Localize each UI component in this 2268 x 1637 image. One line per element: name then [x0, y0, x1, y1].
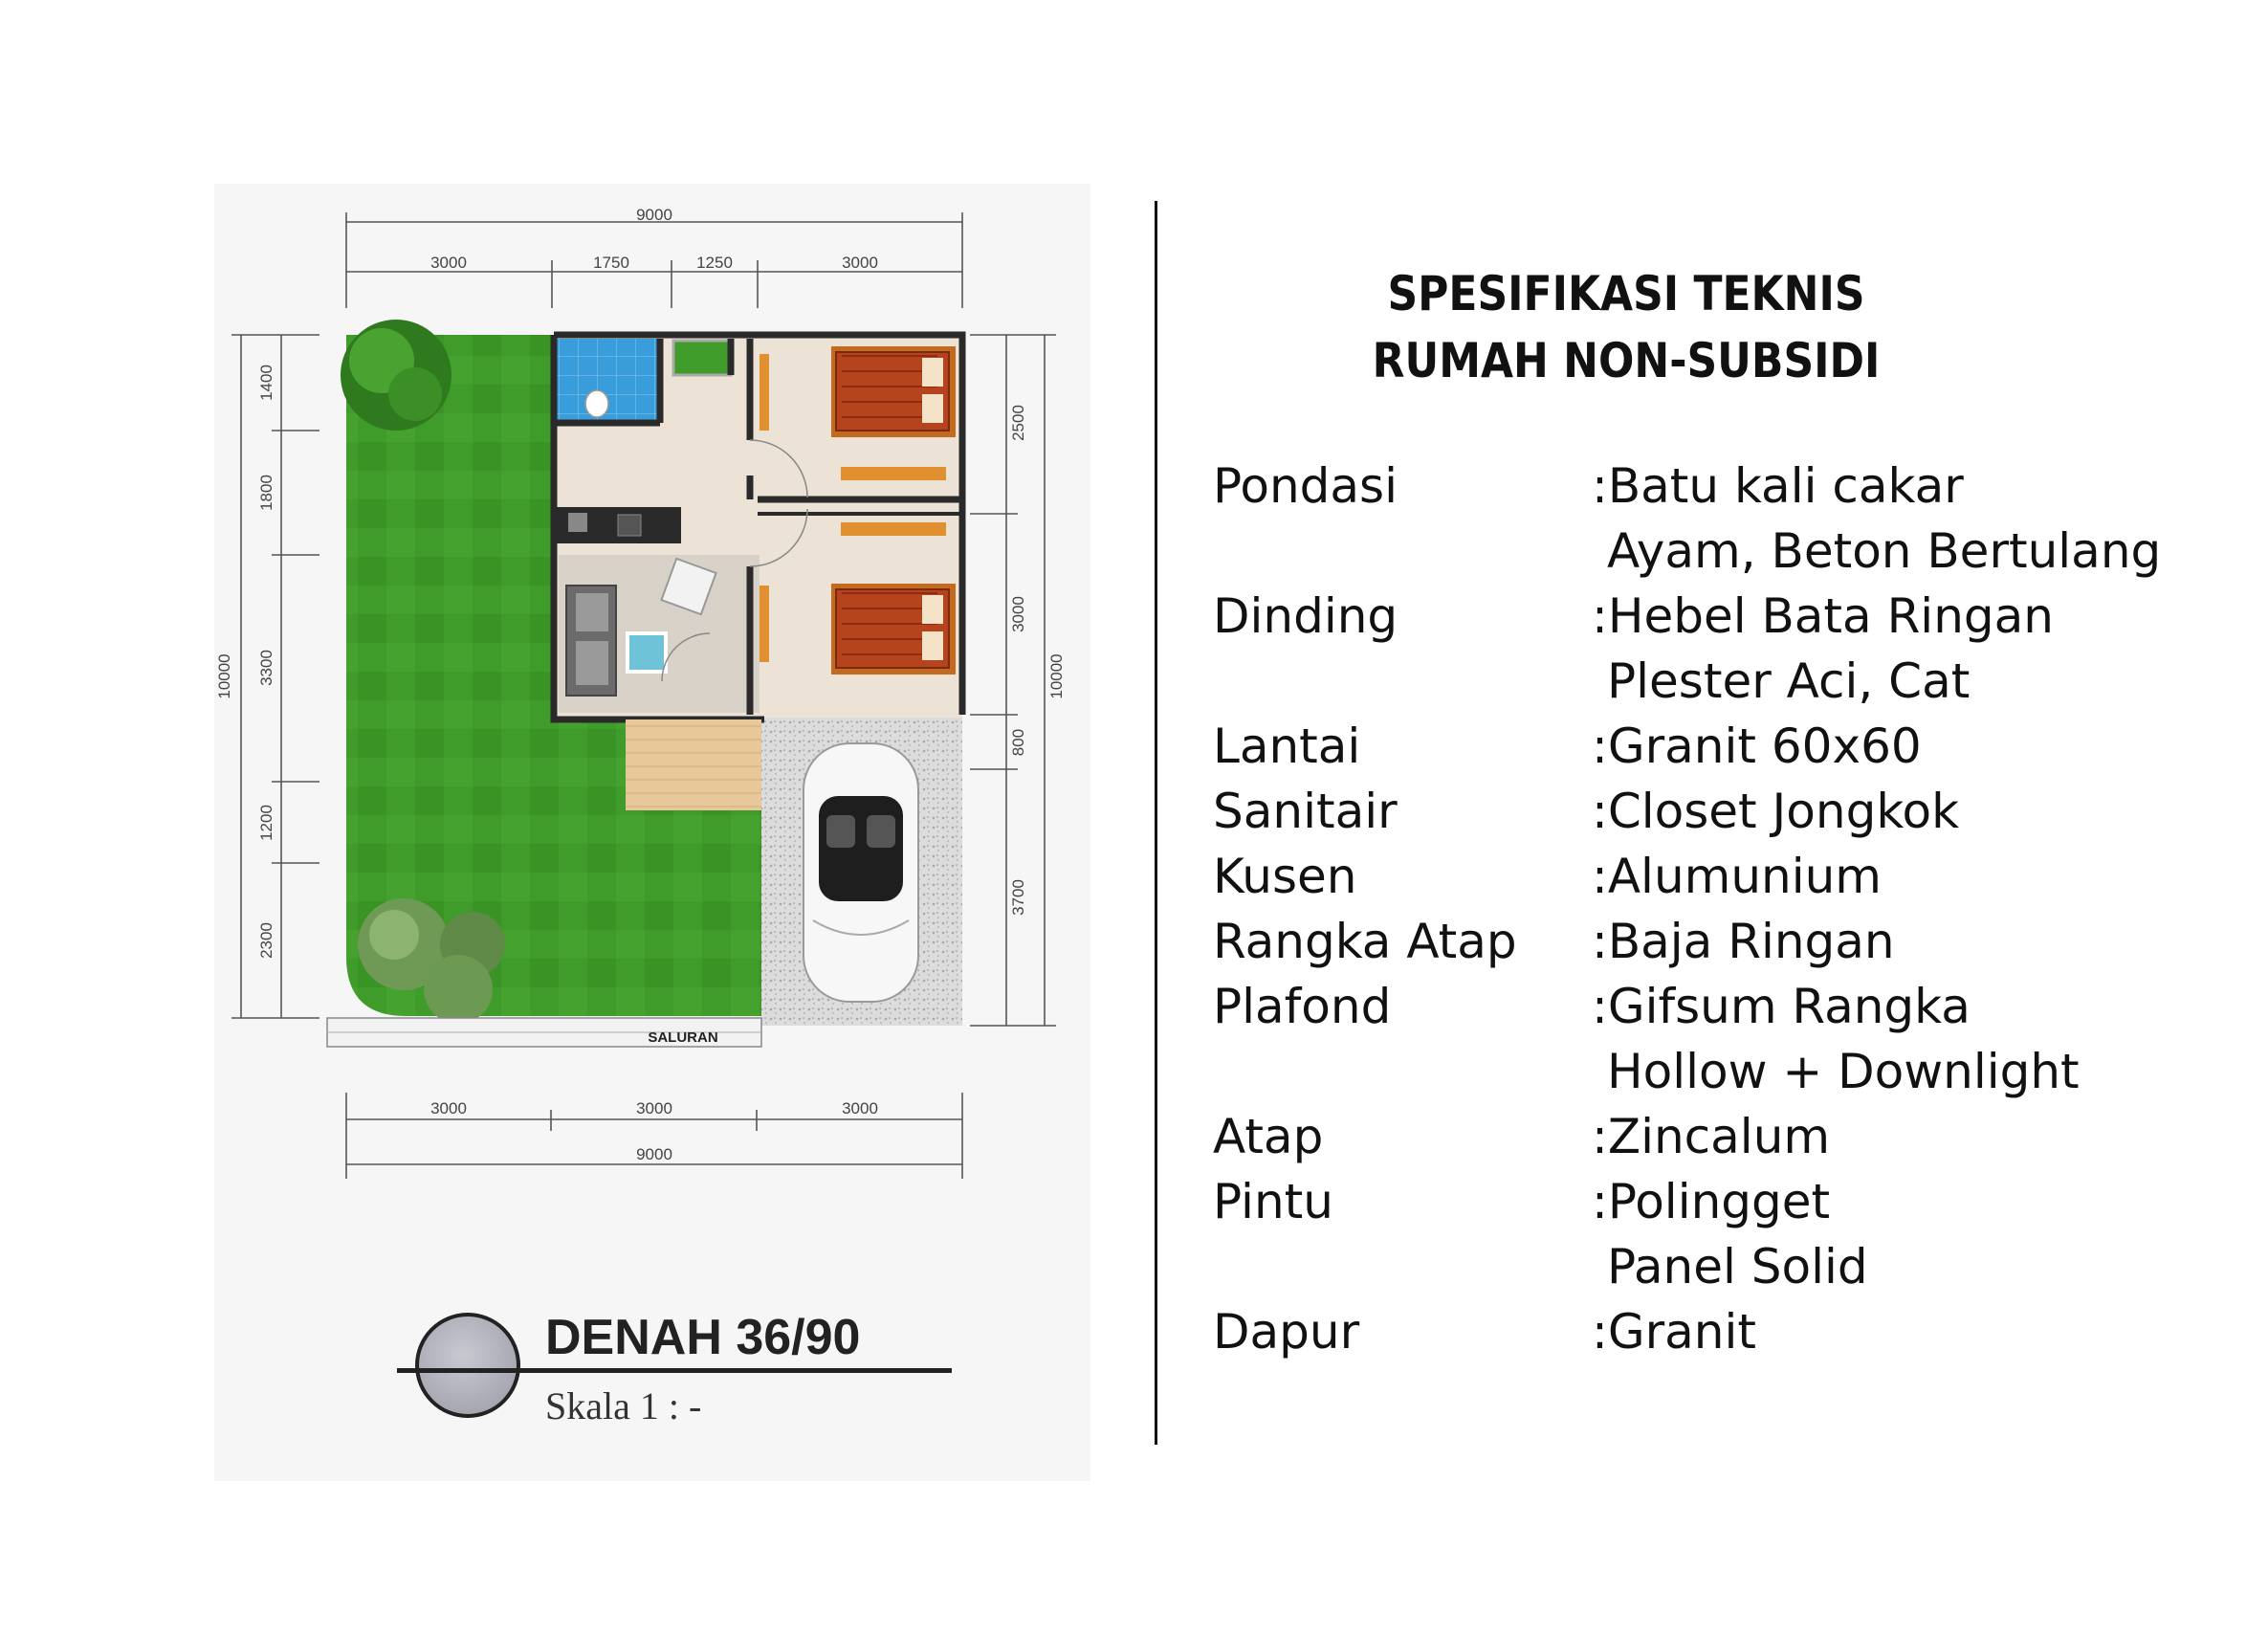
caption-circle-icon [415, 1313, 520, 1418]
spec-value: :Gifsum Rangka [1592, 979, 1971, 1034]
bottom-dimensions [346, 1093, 962, 1179]
spec-key: Atap [1213, 1109, 1324, 1164]
spec-title-line-1: SPESIFIKASI TEKNIS [1387, 266, 1865, 321]
spec-key: Kusen [1213, 849, 1357, 904]
spec-key: Lantai [1213, 719, 1361, 774]
left-dimensions [215, 335, 319, 1018]
spec-row [1213, 844, 2246, 909]
dim-left-1: 1400 [257, 365, 275, 401]
spec-key: Pondasi [1213, 458, 1398, 514]
dim-left-2: 1800 [257, 475, 275, 511]
spec-row [1213, 1169, 2246, 1299]
bathroom-floor [557, 339, 660, 423]
top-dimensions [346, 206, 962, 308]
spec-value: :Alumunium [1592, 849, 1883, 904]
dim-bottom-total: 9000 [636, 1145, 672, 1163]
spec-value: :Closet Jongkok [1592, 784, 1960, 839]
dim-right-3: 800 [1009, 728, 1027, 757]
spec-value: :Batu kali cakar [1592, 458, 1964, 514]
saluran-label: SALURAN [648, 1029, 718, 1046]
spec-value: :Zincalum [1592, 1109, 1831, 1164]
spec-table [1213, 453, 2246, 1364]
vertical-divider [1155, 201, 1157, 1445]
right-dimensions [970, 335, 1066, 1026]
dim-top-2: 1750 [593, 254, 629, 272]
dim-right-total: 10000 [1047, 653, 1066, 699]
drain-strip [327, 1018, 761, 1047]
spec-value: Panel Solid [1607, 1239, 1868, 1294]
spec-row [1213, 1104, 2246, 1169]
light-well [673, 341, 731, 375]
caption-rule [397, 1368, 952, 1373]
spec-value: :Hebel Bata Ringan [1592, 588, 2054, 644]
spec-key: Dapur [1213, 1304, 1360, 1360]
spec-title [1289, 260, 1963, 394]
spec-key: Pintu [1213, 1174, 1333, 1229]
spec-value: :Polingget [1592, 1174, 1831, 1229]
spec-key: Sanitair [1213, 784, 1398, 839]
dim-right-4: 3700 [1009, 879, 1027, 916]
spec-key: Plafond [1213, 979, 1392, 1034]
spec-row [1213, 1299, 2246, 1364]
spec-row [1213, 974, 2246, 1104]
tree-top-left [341, 320, 451, 431]
dim-bottom-3: 3000 [842, 1099, 878, 1117]
plan-scale: Skala 1 : - [545, 1384, 702, 1427]
dim-left-total: 10000 [215, 653, 233, 699]
spec-key: Rangka Atap [1213, 914, 1517, 969]
spec-row [1213, 714, 2246, 779]
floor-plan-drawing [214, 184, 1090, 1481]
spec-row [1213, 909, 2246, 974]
dim-left-3: 3300 [257, 650, 275, 686]
car [804, 743, 918, 1002]
spec-row [1213, 453, 2246, 584]
dim-left-4: 1200 [257, 805, 275, 841]
dim-bottom-1: 3000 [430, 1099, 467, 1117]
terrace [626, 719, 761, 810]
dim-top-1: 3000 [430, 254, 467, 272]
spec-value: Hollow + Downlight [1607, 1044, 2080, 1099]
spec-value: Ayam, Beton Bertulang [1607, 523, 2162, 579]
dim-left-5: 2300 [257, 922, 275, 959]
spec-value: :Granit 60x60 [1592, 719, 1922, 774]
dim-right-2: 3000 [1009, 596, 1027, 632]
spec-title-line-2: RUMAH NON-SUBSIDI [1372, 333, 1881, 388]
dim-right-1: 2500 [1009, 405, 1027, 441]
spec-row [1213, 584, 2246, 714]
floor-plan-panel [214, 184, 1090, 1481]
coffee-table [628, 633, 666, 672]
spec-value: :Baja Ringan [1592, 914, 1895, 969]
spec-value: Plester Aci, Cat [1607, 653, 1971, 709]
plan-caption [392, 1303, 966, 1437]
plan-title: DENAH 36/90 [545, 1310, 861, 1365]
spec-value: :Granit [1592, 1304, 1756, 1360]
spec-row [1213, 779, 2246, 844]
dim-top-3: 1250 [696, 254, 733, 272]
toilet [585, 390, 608, 417]
dim-top-total: 9000 [636, 206, 672, 224]
dim-bottom-2: 3000 [636, 1099, 672, 1117]
dim-top-4: 3000 [842, 254, 878, 272]
spec-key: Dinding [1213, 588, 1398, 644]
